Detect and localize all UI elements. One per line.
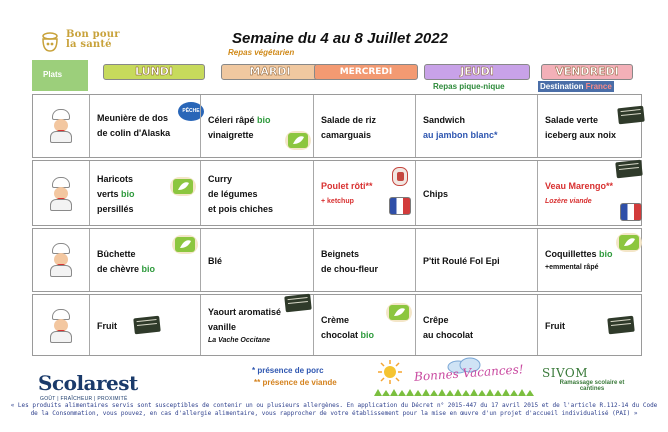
eu-organic-leaf-icon [616,233,642,252]
week-title: Semaine du 4 au 8 Juillet 2022 [232,30,448,47]
produit-local-icon [607,316,635,335]
sun-icon [376,358,412,388]
jeudi-subtitle: Repas pique-nique [433,82,505,91]
chef-icon [46,243,76,277]
dish-lundi [89,295,200,355]
dish-line: iceberg aux noix [545,130,617,140]
pot-icon [40,31,60,53]
dish-line: et pois chiches [208,204,274,214]
dish-lundi [89,95,200,157]
dish-line: Meunière de dos [97,113,169,123]
course-icon-cell [33,229,89,291]
dish-line: Chips [423,189,449,199]
dish-line: Haricots [97,174,134,184]
dish-line: Salade de riz [321,115,377,125]
dish-line: verts [97,189,119,199]
day-tab-jeudi: JEUDI [424,64,530,80]
eu-organic-leaf-icon [170,177,196,196]
dish-line: Céleri râpé [208,115,255,125]
dish-jeudi [415,229,537,291]
dish-vendredi [537,95,643,157]
dish-line: Salade verte [545,115,599,125]
eu-organic-leaf-icon [285,131,311,150]
dish-line: camarguais [321,130,372,140]
dish-line: Veau Marengo** [545,181,614,191]
day-tab-mercredi: MERCREDI [314,64,418,80]
bio-tag: bio [257,115,271,125]
dish-line: Crème [321,315,350,325]
allergen-footnote: « Les produits alimentaires servis sont susceptibles de contenir un ou plusieurs allergènes. En application du Décret n° 2015-447 du 17 avril 2015 et de l'article R.112-14 du Code de la Consommation, vous pouvez, en cas d'allergie alimentaire, vous rapprocher de votre établissement pour la mise en œuvre d'un projet d'accueil individualisé (PAI) » [10,402,658,417]
course-icon-cell [33,161,89,225]
course-icon-cell [33,95,89,157]
dish-line: au jambon blanc* [423,130,498,140]
dish-line: P'tit Roulé Fol Epi [423,256,500,266]
grass-icon [374,388,534,396]
dish-mardi [200,295,313,355]
legend-meat: ** présence de viande [254,378,337,387]
bio-tag: bio [599,249,613,259]
bonnes-vacances-illustration [374,356,534,396]
bio-tag: bio [360,330,375,340]
dish-mercredi [313,95,415,157]
dish-line: Bûchette [97,249,136,259]
dish-mercredi [313,229,415,291]
dish-line: de colin d'Alaska [97,128,171,138]
destination-label: Destination [540,82,584,91]
dish-line: Poulet rôti** [321,181,373,191]
dish-jeudi [415,95,537,157]
dish-mercredi [313,161,415,225]
dish-line: Yaourt aromatisé [208,307,282,317]
produit-local-icon [615,160,643,179]
dish-line: chocolat [321,330,359,340]
scolarest-tagline: GOÛT | FRAÎCHEUR | PROXIMITÉ [40,396,128,402]
menu-row-cheese [32,228,642,292]
course-icon-cell [33,295,89,355]
france-label: France [585,82,612,91]
plats-header: Plats [32,60,88,91]
dish-line: Coquillettes [545,249,597,259]
vendredi-subtitle [538,82,614,91]
dish-line: persillés [97,204,134,214]
dish-mercredi [313,295,415,355]
dish-line: vinaigrette [208,130,254,140]
label-rouge-icon [392,167,408,186]
dish-line: Fruit [97,321,117,331]
dish-line: vanille [208,322,237,332]
dish-vendredi [537,295,643,355]
menu-row-starter [32,94,642,158]
vegetarian-banner: Repas végétarien [228,48,295,57]
brand-line-1: Bon pour [66,29,120,40]
dish-line: Fruit [545,321,565,331]
dish-line: de légumes [208,189,258,199]
dish-line: Blé [208,256,223,266]
chef-icon [46,309,76,343]
legend-pork: * présence de porc [252,366,324,375]
bonnes-vacances-text: Bonnes Vacances! [413,362,525,384]
dish-line: Curry [208,174,233,184]
french-flag-icon [389,197,411,215]
sivom-subtitle: Ramassage scolaire et cantines [559,380,625,392]
eu-organic-leaf-icon [172,235,198,254]
bio-tag: bio [121,189,135,199]
menu-row-dessert [32,294,642,356]
day-tab-lundi: LUNDI [103,64,205,80]
dish-vendredi [537,161,643,225]
french-flag-icon [620,203,642,221]
dish-line: Lozère viande [545,198,592,205]
dish-line: +emmental râpé [545,264,599,271]
menu-grid [32,60,642,356]
produit-local-icon [284,294,312,313]
dish-lundi [89,229,200,291]
dish-line: de chou-fleur [321,264,379,274]
dish-jeudi [415,161,537,225]
brand-line-2: la santé [66,39,112,50]
dish-line: au chocolat [423,330,474,340]
peche-durable-icon: PÊCHE [178,102,204,121]
dish-line: La Vache Occitane [208,337,270,344]
dish-vendredi [537,229,643,291]
sivom-logo: SIVOM [542,366,589,380]
dish-mardi [200,161,313,225]
produit-local-icon [617,106,645,125]
chef-icon [46,109,76,143]
eu-organic-leaf-icon [386,303,412,322]
day-tab-mardi: MARDI [221,64,319,80]
dish-mardi [200,95,313,157]
day-tab-vendredi: VENDREDI [541,64,633,80]
dish-mardi [200,229,313,291]
bon-pour-la-sante-logo [40,30,150,56]
dish-line: + ketchup [321,198,354,205]
dish-line: Beignets [321,249,360,259]
menu-row-main [32,160,642,226]
dish-line: Crêpe [423,315,449,325]
dish-line: de chèvre [97,264,140,274]
dish-jeudi [415,295,537,355]
dish-lundi [89,161,200,225]
scolarest-logo: Scolarest [38,371,138,395]
produit-local-icon [133,316,161,335]
bio-tag: bio [141,264,156,274]
chef-icon [46,177,76,211]
dish-line: Sandwich [423,115,466,125]
